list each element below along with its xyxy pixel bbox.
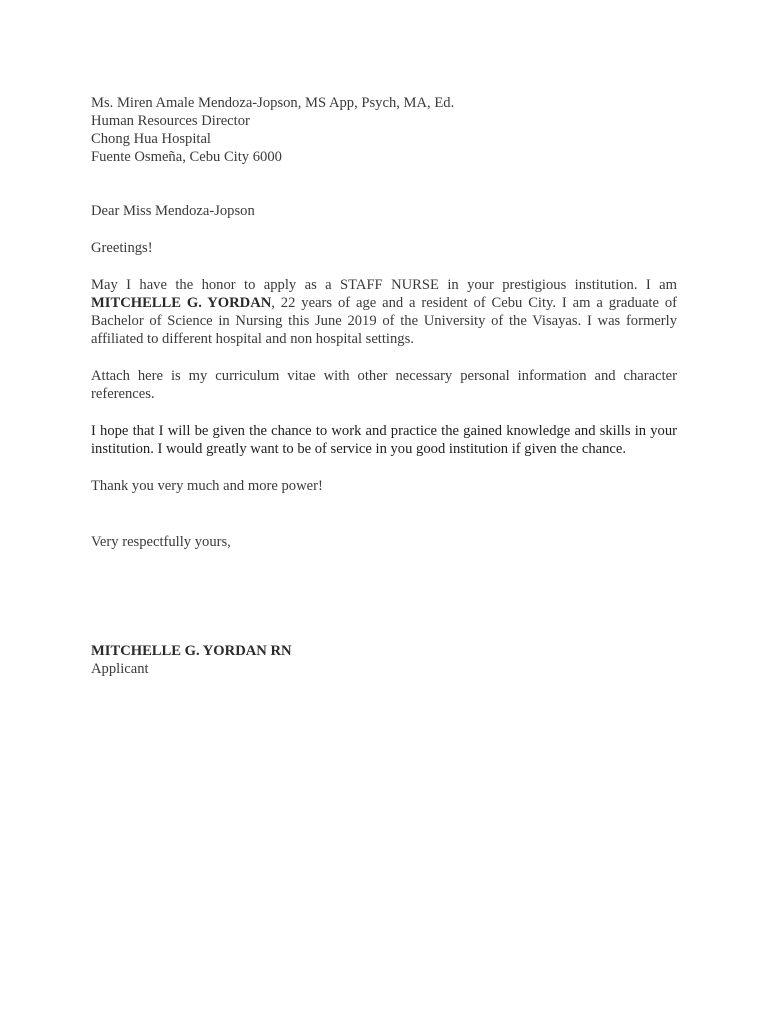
signature-name: MITCHELLE G. YORDAN RN [91, 643, 292, 659]
body-paragraph-application [91, 276, 677, 348]
applicant-name-bold: MITCHELLE G. YORDAN [91, 295, 272, 311]
signature-space [91, 570, 677, 642]
application-intro-text: May I have the honor to apply as a STAFF NURSE in your prestigious institution. I am [91, 277, 677, 293]
body-paragraph-attachments: Attach here is my curriculum vitae with other necessary personal information and character references. [91, 368, 677, 402]
letter-document [91, 94, 677, 678]
signature-block [91, 642, 677, 678]
closing-phrase: Very respectfully yours, [91, 534, 231, 550]
recipient-organization: Chong Hua Hospital [91, 131, 211, 147]
salutation: Dear Miss Mendoza-Jopson [91, 203, 255, 219]
signature-title: Applicant [91, 661, 149, 677]
recipient-name: Ms. Miren Amale Mendoza-Jopson, MS App, Psych, MA, Ed. [91, 95, 455, 111]
body-paragraph-thanks: Thank you very much and more power! [91, 478, 323, 494]
greeting: Greetings! [91, 240, 153, 256]
body-paragraph-hope: I hope that I will be given the chance to work and practice the gained knowledge and skills in your institution. I would greatly want to be of service in you good institution if given the chance. [91, 423, 677, 457]
application-details-text: , 22 years of age and a resident of Cebu City. I am a graduate of Bachelor of Science in Nursing this June 2019 of the University of the Visayas. I was formerly affiliated to different hospital and non hospital settings. [91, 295, 677, 347]
recipient-address [91, 94, 677, 166]
recipient-location: Fuente Osmeña, Cebu City 6000 [91, 149, 282, 165]
spacer [91, 166, 677, 202]
recipient-position: Human Resources Director [91, 113, 250, 129]
